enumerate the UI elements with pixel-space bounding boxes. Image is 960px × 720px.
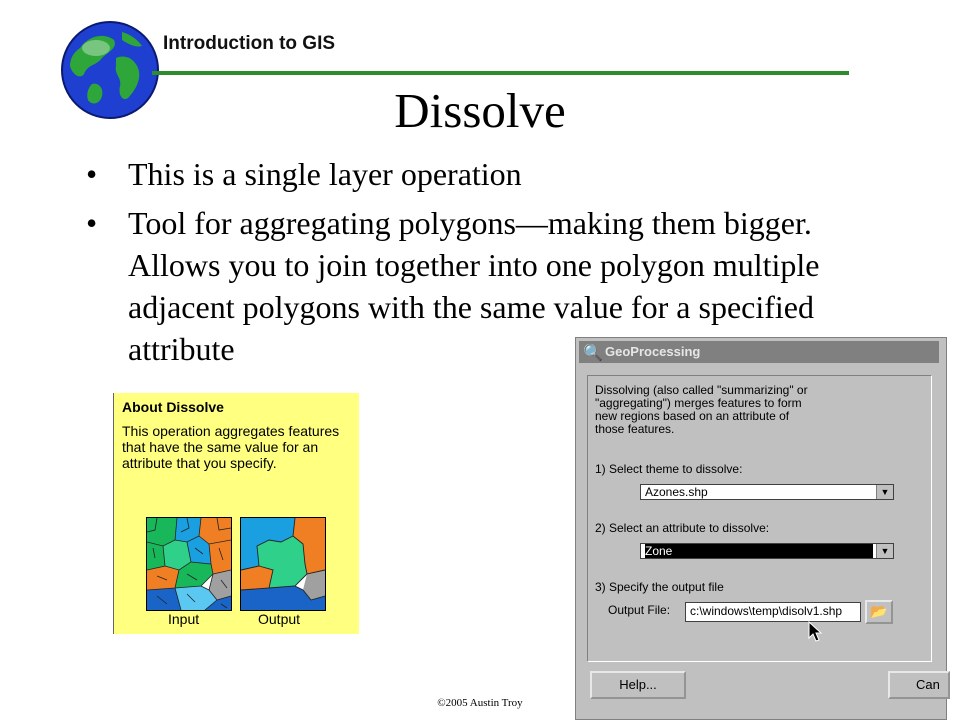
input-map-illustration xyxy=(146,517,232,611)
bullet-text: Tool for aggregating polygons—making them bigger. Allows you to join together into one polygon multiple adjacent polygons with the same value for a specified attribute xyxy=(128,205,820,367)
theme-select[interactable] xyxy=(640,484,894,500)
dialog-titlebar[interactable] xyxy=(579,341,939,363)
chevron-down-icon[interactable]: ▼ xyxy=(876,544,893,558)
header-title: Introduction to GIS xyxy=(163,33,336,54)
output-map-caption: Output xyxy=(258,611,301,627)
about-dissolve-panel xyxy=(113,393,359,634)
bullet-symbol: • xyxy=(86,156,98,192)
open-folder-icon: 📂 xyxy=(870,603,888,619)
output-file-value: c:\windows\temp\disolv1.shp xyxy=(690,604,843,618)
chevron-down-icon[interactable]: ▼ xyxy=(876,485,893,499)
bullet-item xyxy=(86,153,906,195)
step3-label: 3) Specify the output file xyxy=(595,580,724,594)
bullet-symbol: • xyxy=(86,205,98,241)
cancel-button[interactable]: Can xyxy=(888,671,950,699)
attribute-select-value: Zone xyxy=(645,544,873,558)
input-map-caption: Input xyxy=(168,611,200,627)
help-button[interactable]: Help... xyxy=(590,671,686,699)
output-file-input[interactable] xyxy=(685,602,861,622)
header-rule xyxy=(152,71,849,75)
theme-select-value: Azones.shp xyxy=(645,485,708,499)
step2-label: 2) Select an attribute to dissolve: xyxy=(595,521,770,535)
output-file-label: Output File: xyxy=(608,603,671,617)
magnifier-icon: 🔍 xyxy=(583,345,603,362)
dialog-title: GeoProcessing xyxy=(605,344,701,359)
dialog-description: Dissolving (also called "summarizing" or "aggregating") merges features to form new regions based on an attribute of those features. xyxy=(595,383,808,436)
attribute-select[interactable] xyxy=(640,543,894,559)
browse-button[interactable] xyxy=(865,600,893,624)
dialog-wizard-panel xyxy=(587,375,932,662)
copyright-footer: ©2005 Austin Troy xyxy=(437,697,523,709)
mouse-cursor-icon xyxy=(808,621,824,643)
slide-title: Dissolve xyxy=(394,83,566,138)
geoprocessing-dialog xyxy=(575,337,947,720)
bullet-text: This is a single layer operation xyxy=(128,156,522,192)
about-panel-text: This operation aggregates features that have the same value for an attribute that you specify. xyxy=(122,423,340,471)
output-map-illustration xyxy=(240,517,326,611)
step1-label: 1) Select theme to dissolve: xyxy=(595,462,743,476)
about-panel-title: About Dissolve xyxy=(122,399,224,415)
